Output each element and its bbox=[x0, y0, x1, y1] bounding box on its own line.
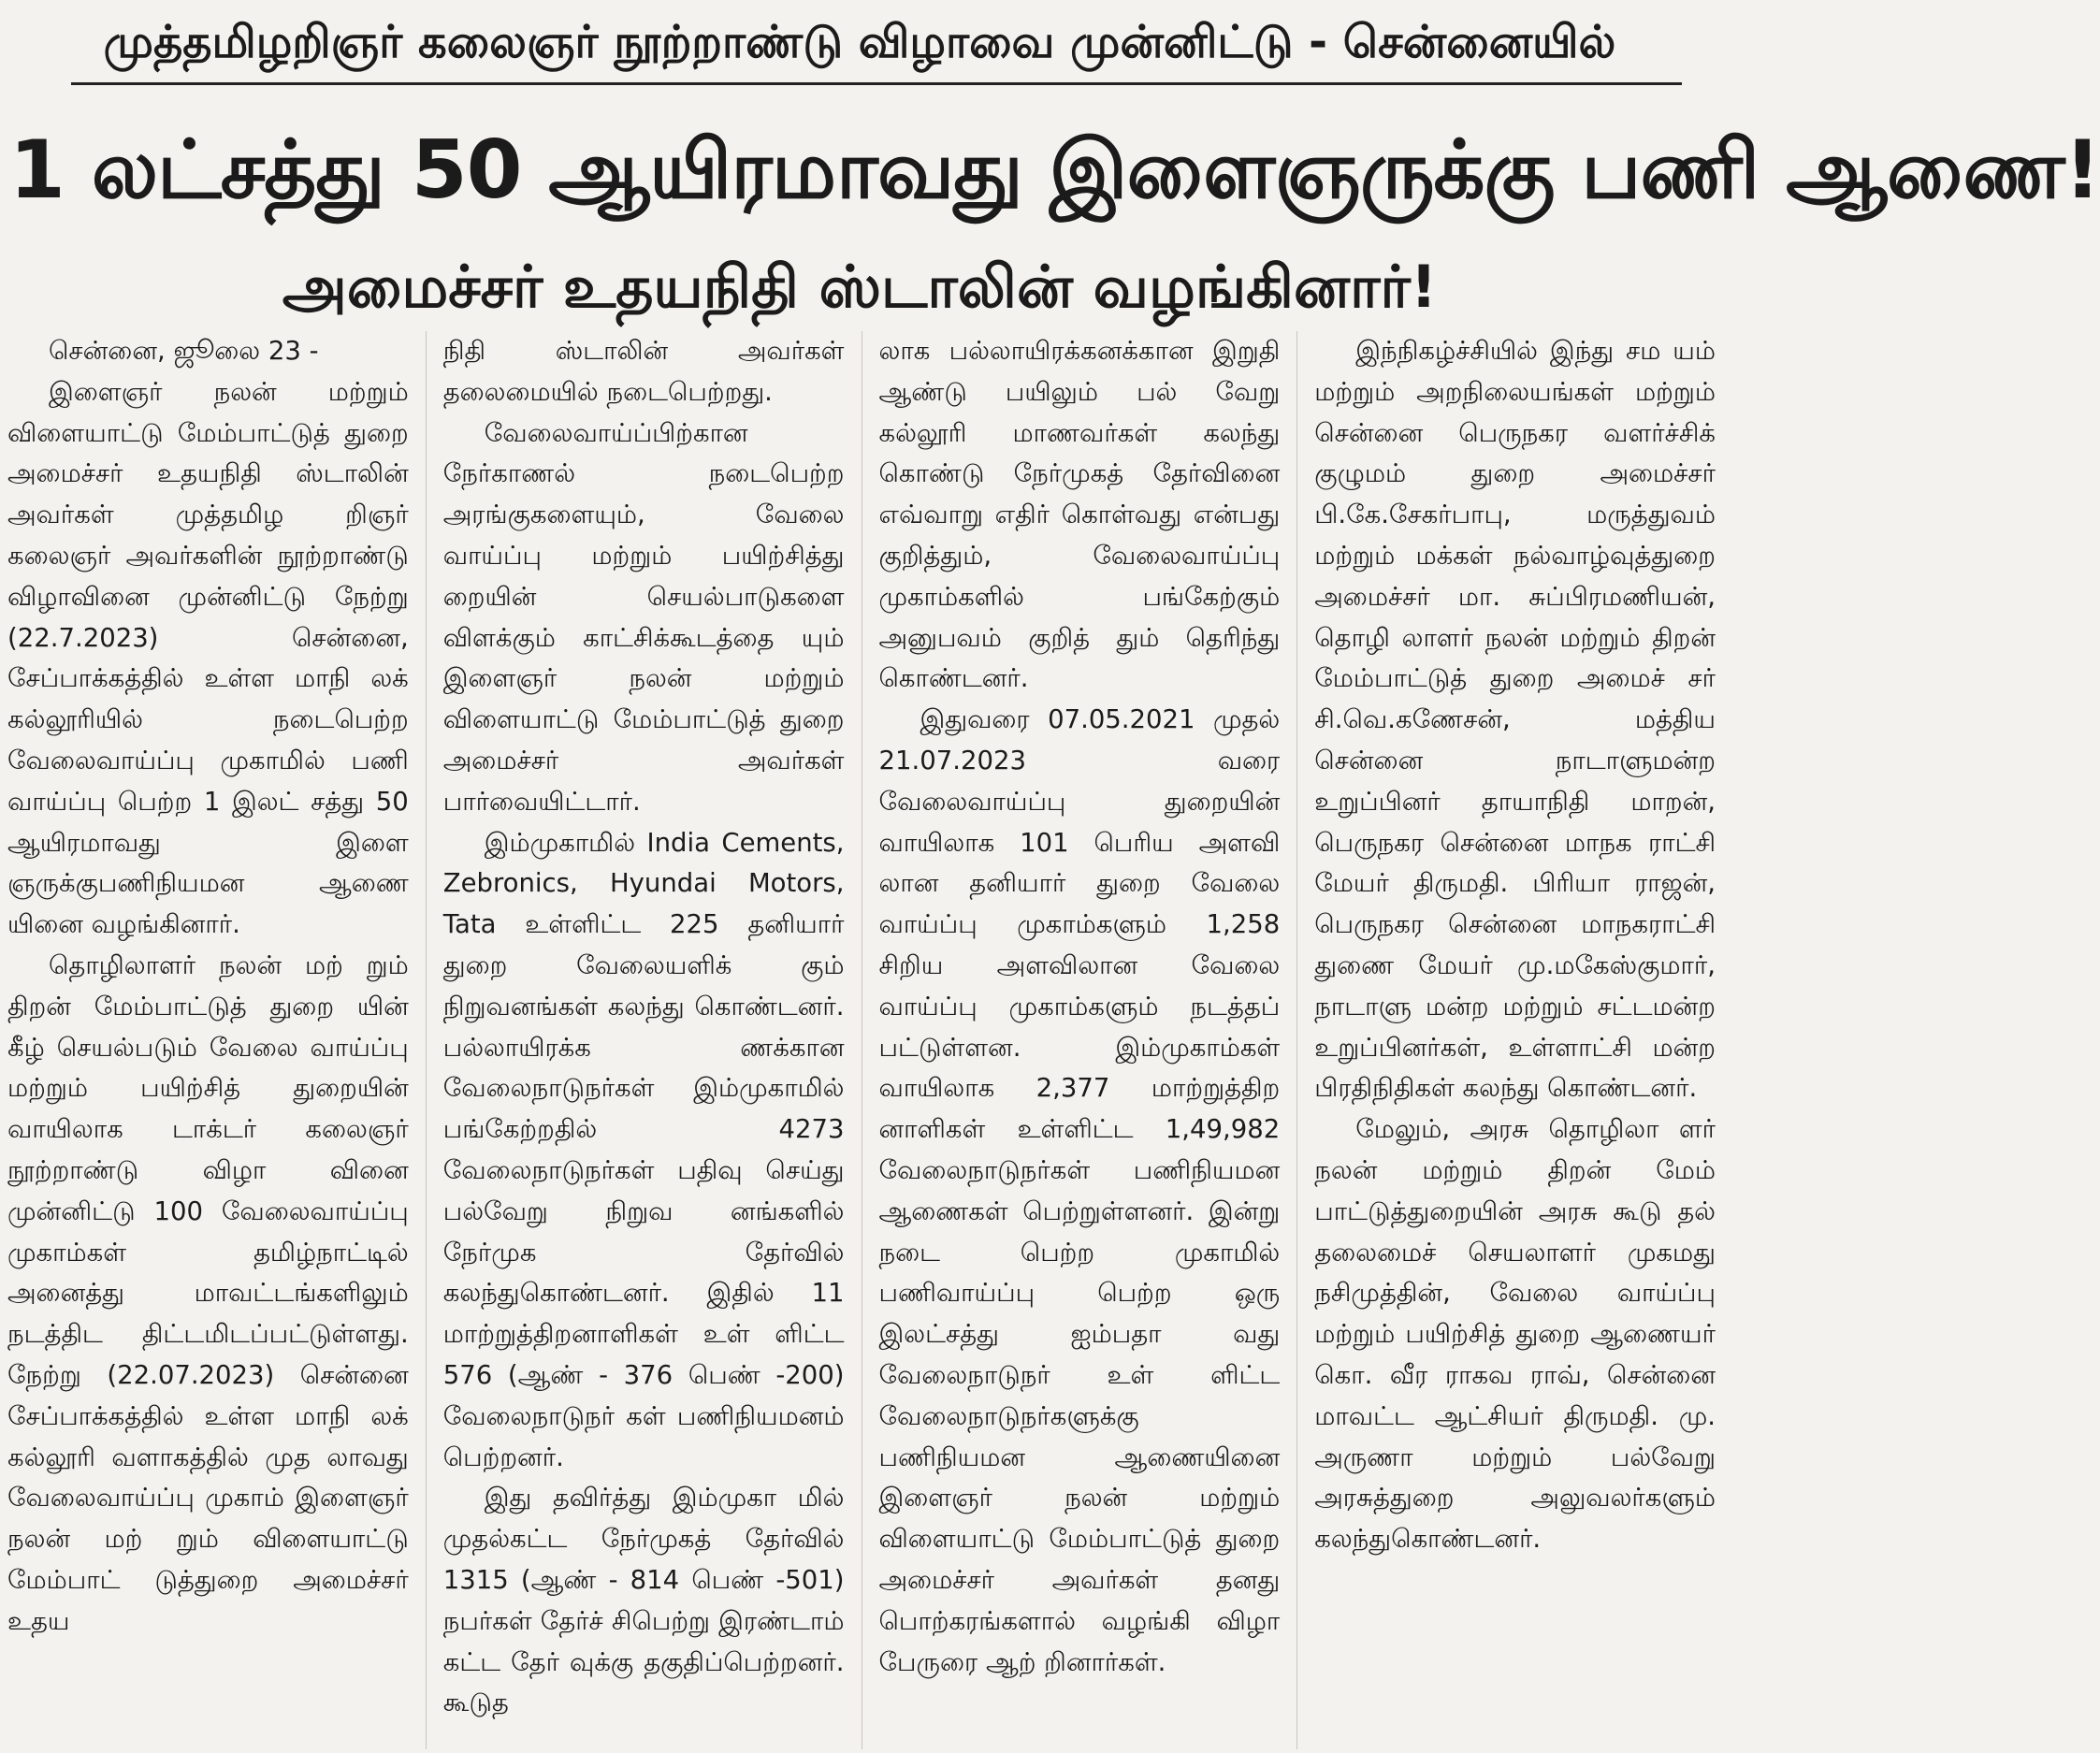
paragraph: வேலைவாய்ப்பிற்கான நேர்காணல் நடைபெற்ற அரங்குகளையும், வேலை வாய்ப்பு மற்றும் பயிற்சித்து றையின் செயல்பாடுகளை விளக்கும் காட்சிக்கூடத்தை யும் இளைஞர் நலன் மற்றும் விளையாட்டு மேம்பாட்டுத் துறை அமைச்சர் அவர்கள் பார்வையிட்டார். bbox=[442, 417, 845, 817]
paragraph: லாக பல்லாயிரக்கனக்கான இறுதி ஆண்டு பயிலும் பல் வேறு கல்லூரி மாணவர்கள் கலந்து கொண்டு நேர்முகத் தேர்வினை எவ்வாறு எதிர் கொள்வது என்பது குறித்தும், வேலைவாய்ப்பு முகாம்களில் பங்கேற்கும் அனுபவம் குறித் தும் தெரிந்து கொண்டனர். bbox=[878, 336, 1281, 694]
paragraph: நிதி ஸ்டாலின் அவர்கள் தலைமையில் நடைபெற்றது. bbox=[442, 336, 845, 407]
paragraph: இளைஞர் நலன் மற்றும் விளையாட்டு மேம்பாட்டுத் துறை அமைச்சர் உதயநிதி ஸ்டாலின் அவர்கள் முத்தமிழ றிஞர் கலைஞர் அவர்களின் நூற்றாண்டு விழாவினை முன்னிட்டு நேற்று (22.7.2023) சென்னை, சேப்பாக்கத்தில் உள்ள மாநி லக் கல்லூரியில் நடைபெற்ற வேலைவாய்ப்பு முகாமில் பணி வாய்ப்பு பெற்ற 1 இலட் சத்து 50 ஆயிரமாவது இளை ஞருக்குபணிநியமன ஆணை யினை வழங்கினார். bbox=[7, 376, 409, 940]
column-3 bbox=[879, 331, 1281, 1749]
dateline: சென்னை, ஜூலை 23 - bbox=[49, 336, 319, 366]
paragraph: இந்நிகழ்ச்சியில் இந்து சம யம் மற்றும் அறநிலையங்கள் மற்றும் சென்னை பெருநகர வளர்ச்சிக் குழுமம் துறை அமைச்சர் பி.கே.சேகர்பாபு, மருத்துவம் மற்றும் மக்கள் நல்வாழ்வுத்துறை அமைச்சர் மா. சுப்பிரமணியன், தொழி லாளர் நலன் மற்றும் திறன் மேம்பாட்டுத் துறை அமைச் சர் சி.வெ.கணேசன், மத்திய சென்னை நாடாளுமன்ற உறுப்பினர் தாயாநிதி மாறன், பெருநகர சென்னை மாநக ராட்சி மேயர் திருமதி. பிரியா ராஜன், பெருநகர சென்னை மாநகராட்சி துணை மேயர் மு.மகேஸ்குமார், நாடாளு மன்ற மற்றும் சட்டமன்ற உறுப்பினர்கள், உள்ளாட்சி மன்ற பிரதிநிதிகள் கலந்து கொண்டனர். bbox=[1314, 336, 1716, 1104]
column-1 bbox=[7, 331, 409, 1749]
column-4 bbox=[1314, 331, 1716, 1749]
subheadline: அமைச்சர் உதயநிதி ஸ்டாலின் வழங்கினார்! bbox=[282, 253, 1438, 321]
paragraph: தொழிலாளர் நலன் மற் றும் திறன் மேம்பாட்டுத் துறை யின் கீழ் செயல்படும் வேலை வாய்ப்பு மற்றும் பயிற்சித் துறையின் வாயிலாக டாக்டர் கலைஞர் நூற்றாண்டு விழா வினை முன்னிட்டு 100 வேலைவாய்ப்பு முகாம்கள் தமிழ்நாட்டில் அனைத்து மாவட்டங்களிலும் நடத்திட திட்டமிடப்பட்டுள்ளது. நேற்று (22.07.2023) சென்னை சேப்பாக்கத்தில் உள்ள மாநி லக் கல்லூரி வளாகத்தில் முத லாவது வேலைவாய்ப்பு முகாம் இளைஞர் நலன் மற் றும் விளையாட்டு மேம்பாட் டுத்துறை அமைச்சர் உதய bbox=[7, 949, 409, 1636]
kicker-rule bbox=[71, 82, 1682, 85]
column-divider bbox=[1296, 331, 1297, 1749]
article-body bbox=[7, 331, 1716, 1749]
headline: 1 லட்சத்து 50 ஆயிரமாவது இளைஞருக்கு பணி ஆணை! bbox=[9, 123, 2100, 217]
column-2 bbox=[443, 331, 845, 1749]
paragraph: மேலும், அரசு தொழிலா ளர் நலன் மற்றும் திறன் மேம் பாட்டுத்துறையின் அரசு கூடு தல் தலைமைச் செயலாளர் முகமது நசிமுத்தின், வேலை வாய்ப்பு மற்றும் பயிற்சித் துறை ஆணையர் கொ. வீர ராகவ ராவ், சென்னை மாவட்ட ஆட்சியர் திருமதி. மு. அருணா மற்றும் பல்வேறு அரசுத்துறை அலுவலர்களும் கலந்துகொண்டனர். bbox=[1314, 1114, 1716, 1555]
kicker-line: முத்தமிழறிஞர் கலைஞர் நூற்றாண்டு விழாவை முன்னிட்டு - சென்னையில் bbox=[103, 16, 1616, 68]
paragraph: இம்முகாமில் India Cements, Zebronics, Hyundai Motors, Tata உள்ளிட்ட 225 தனியார் துறை வேலையளிக் கும் நிறுவனங்கள் கலந்து கொண்டனர். பல்லாயிரக்க ணக்கான வேலைநாடுநர்கள் இம்முகாமில் பங்கேற்றதில் 4273 வேலைநாடுநர்கள் பதிவு செய்து பல்வேறு நிறுவ னங்களில் நேர்முக தேர்வில் கலந்துகொண்டனர். இதில் 11 மாற்றுத்திறனாளிகள் உள் ளிட்ட 576 (ஆண் - 376 பெண் -200) வேலைநாடுநர் கள் பணிநியமனம் பெற்றனர். bbox=[442, 827, 845, 1472]
column-divider bbox=[426, 331, 427, 1749]
paragraph: இதுவரை 07.05.2021 முதல் 21.07.2023 வரை வேலைவாய்ப்பு துறையின் வாயிலாக 101 பெரிய அளவி லான தனியார் துறை வேலை வாய்ப்பு முகாம்களும் 1,258 சிறிய அளவிலான வேலை வாய்ப்பு முகாம்களும் நடத்தப் பட்டுள்ளன. இம்முகாம்கள் வாயிலாக 2,377 மாற்றுத்திற னாளிகள் உள்ளிட்ட 1,49,982 வேலைநாடுநர்கள் பணிநியமன ஆணைகள் பெற்றுள்ளனர். இன்று நடை பெற்ற முகாமில் பணிவாய்ப்பு பெற்ற ஒரு இலட்சத்து ஐம்பதா வது வேலைநாடுநர் உள் ளிட்ட வேலைநாடுநர்களுக்கு பணிநியமன ஆணையினை இளைஞர் நலன் மற்றும் விளையாட்டு மேம்பாட்டுத் துறை அமைச்சர் அவர்கள் தனது பொற்கரங்களால் வழங்கி விழா பேருரை ஆற் றினார்கள். bbox=[878, 704, 1281, 1677]
paragraph: இது தவிர்த்து இம்முகா மில் முதல்கட்ட நேர்முகத் தேர்வில் 1315 (ஆண் - 814 பெண் -501) நபர்கள் தேர்ச் சிபெற்று இரண்டாம் கட்ட தேர் வுக்கு தகுதிப்பெற்றனர். கூடுத bbox=[442, 1483, 845, 1718]
